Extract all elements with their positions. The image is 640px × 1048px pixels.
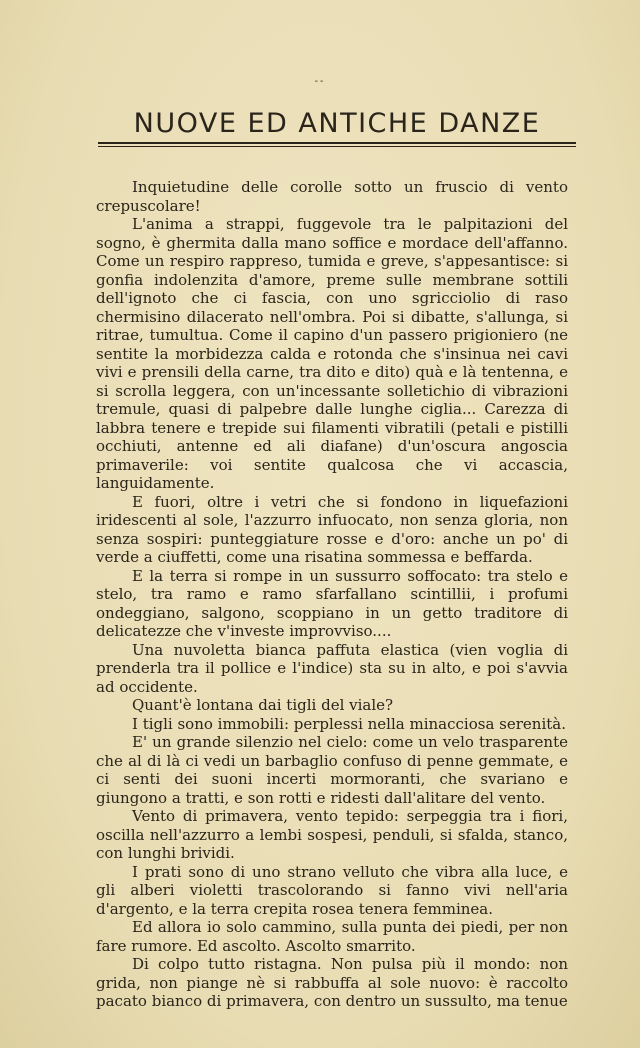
paragraph: Di colpo tutto ristagna. Non pulsa più il mondo: non grida, non piange nè si rabbuffa al sole nuovo: è raccolto pacato bianco di primavera, con dentro un sussulto, ma tenue [96,955,568,1010]
paragraph: I prati sono di uno strano velluto che vibra alla luce, e gli alberi violetti trascolorando si fanno vivi nell'aria d'argento, e la terra crepita rosea tenera femminea. [96,862,568,918]
paragraph: E la terra si rompe in un sussurro soffocato: tra stelo e stelo, tra ramo e ramo sfarfallano scintillii, i profumi ondeggiano, salgono, scoppiano in un getto traditore di delicatezze che v'investe improvviso.... [96,566,568,640]
body-text [96,178,568,1011]
paragraph: I tigli sono immobili: perplessi nella minacciosa serenità. [132,714,566,733]
paragraph: L'anima a strappi, fuggevole tra le palpitazioni del sogno, è ghermita dalla mano soffice e mordace dell'affanno. Come un respiro rappreso, tumida e greve, s'appesantisce: si gonfia indolenzita d'amore, preme sulle membrane sottili dell'ignoto che ci fascia, con uno sgricciolio di raso chermisino dilacerato nell'ombra. Poi si dibatte, s'allunga, si ritrae, tumultua. Come il capino d'un passero prigioniero (ne sentite la morbidezza calda e rotonda che s'insinua nei cavi vivi e prensili della carne, tra dito e dito) quà e là tentenna, e si scrolla leggera, con un'incessante solletichio di vibrazioni tremule, quasi di palpebre dalle lunghe ciglia... Carezza di labbra tenere e trepide sui filamenti vibratili (petali e pistilli occhiuti, antenne ed ali diafane) d'un'oscura angoscia primaverile: voi sentite qualcosa che vi accascia, languidamente. [96,215,568,492]
paragraph: Ed allora io solo cammino, sulla punta dei piedi, per non fare rumore. Ed ascolto. Ascolto smarrito. [96,918,568,955]
paragraph: Quant'è lontana dai tigli del viale? [132,696,394,714]
paragraph: E' un grande silenzio nel cielo: come un velo trasparente che al di là ci vedi un barbaglio confuso di penne gemmate, e ci senti dei suoni incerti mormoranti, che svariano e giungono a tratti, e son rotti e ridesti dall'alitare del vento. [96,733,568,807]
title-rule-thick [98,142,576,144]
page-title: NUOVE ED ANTICHE DANZE [133,108,541,139]
paragraph: E fuori, oltre i vetri che si fondono in liquefazioni iridescenti al sole, l'azzurro infuocato, non senza gloria, non senza sospiri: punteggiature rosse e d'oro: anche un po' di verde a ciuffetti, come una risatina sommessa e beffarda. [96,492,568,566]
page-mark: -- [314,76,326,87]
paragraph: Inquietudine delle corolle sotto un fruscio di vento crepuscolare! [96,178,568,215]
title-rule-thin [98,146,576,147]
paragraph: Una nuvoletta bianca paffuta elastica (vien voglia di prenderla tra il pollice e l'indice) sta su in alto, e poi s'avvia ad occidente. [96,640,568,696]
paragraph: Vento di primavera, vento tepido: serpeggia tra i fiori, oscilla nell'azzurro a lembi sospesi, penduli, si sfalda, stanco, con lunghi brividi. [96,807,568,862]
